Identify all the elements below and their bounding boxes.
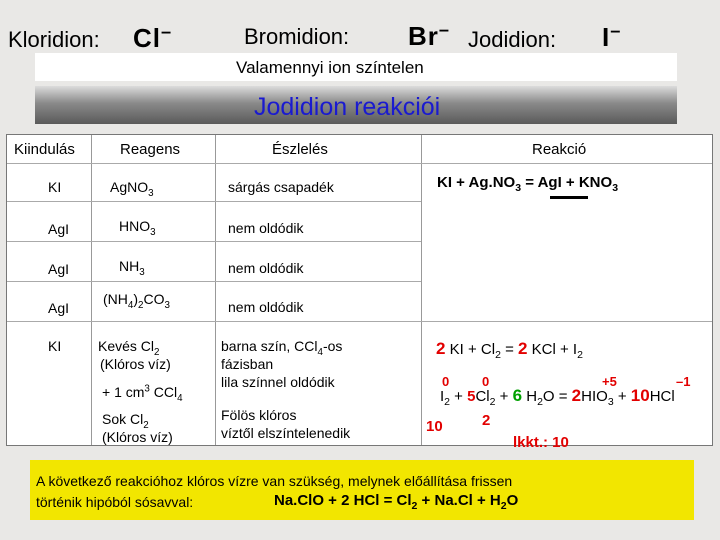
row5-start: KI xyxy=(48,338,62,354)
electron-count-2: 2 xyxy=(482,412,491,429)
row5-observation-purple: lila színnel oldódik xyxy=(221,374,335,390)
row-divider xyxy=(7,281,421,282)
column-divider xyxy=(91,135,92,445)
row1-observation: sárgás csapadék xyxy=(228,179,334,195)
row5-observation-brown: barna szín, CCl$_4$-os xyxy=(221,338,343,358)
footer-note xyxy=(30,460,694,520)
bromide-ion: Br– xyxy=(408,19,451,51)
footer-line1: A következő reakcióhoz klóros vízre van szükség, melynek előállítása frissen xyxy=(36,473,513,489)
row5-observation-decolor: víztől elszíntelenedik xyxy=(221,425,351,441)
chloride-label: Kloridion: xyxy=(8,27,100,52)
column-header-observation: Észlelés xyxy=(272,141,328,158)
row4-observation: nem oldódik xyxy=(228,299,304,315)
iodide-ion: I– xyxy=(602,20,622,52)
row5-reagent-chlorine-water-2: (Klóros víz) xyxy=(102,429,173,445)
row2-reagent: $HNO_3$ xyxy=(119,218,156,238)
row4-start: AgI xyxy=(48,300,70,316)
banner-text: Valamennyi ion színtelen xyxy=(236,58,424,77)
column-divider xyxy=(215,135,216,445)
row3-reagent: $NH_3$ xyxy=(119,258,145,278)
reaction-ki-agno3: KI + $Ag.NO_3$ = AgI + $KNO_3$ xyxy=(437,174,619,194)
row1-reagent: AgNO$_3$ xyxy=(110,179,154,199)
row5-reagent-ccl4: + 1 $cm^3$ CCl$_4$ xyxy=(102,383,183,404)
column-header-reagent: Reagens xyxy=(120,141,181,158)
row5-reagent-chlorine-water: (Klóros víz) xyxy=(100,356,171,372)
row5-reagent-chlorine-low: Kevés $Cl_2$ xyxy=(98,338,160,358)
row2-observation: nem oldódik xyxy=(228,220,304,236)
column-divider xyxy=(421,135,422,445)
row3-start: AgI xyxy=(48,261,70,277)
ox-number-cl: 0 xyxy=(482,374,490,389)
row3-observation: nem oldódik xyxy=(228,260,304,276)
row5-reagent-chlorine-high: Sok $Cl_2$ xyxy=(102,411,149,431)
iodide-label: Jodidion: xyxy=(468,27,557,52)
row4-reagent: $(NH_4)_2CO_3$ xyxy=(103,291,170,311)
row5-observation-excess: Fölös klóros xyxy=(221,407,297,423)
lcm-label: lkkt.: 10 xyxy=(513,434,569,451)
row-divider xyxy=(7,201,421,202)
reaction-ki-cl2: 2 KI + $Cl_2 = 2$ KCl + $I_2$ xyxy=(436,339,583,361)
bromide-label: Bromidion: xyxy=(244,24,350,49)
chloride-ion: Cl– xyxy=(133,21,173,53)
underline-mark xyxy=(550,196,588,199)
row-divider xyxy=(7,321,712,322)
ox-number-i: 0 xyxy=(442,374,450,389)
column-header-start: Kiindulás xyxy=(14,141,75,158)
electron-count-10: 10 xyxy=(426,418,443,435)
row2-start: AgI xyxy=(48,221,70,237)
ox-number-cl1: –1 xyxy=(676,374,691,389)
page-title: Jodidion reakciói xyxy=(254,93,441,121)
row1-start: KI xyxy=(48,179,62,195)
row5-observation-phase: fázisban xyxy=(221,356,274,372)
footer-line2: történik hipóból sósavval: xyxy=(36,494,194,510)
column-header-reaction: Reakció xyxy=(532,141,587,158)
footer-equation: Na.ClO + 2 HCl = $Cl_2 + Na.Cl + H_2O$ xyxy=(274,492,519,512)
row-divider xyxy=(7,241,421,242)
ox-number-i5: +5 xyxy=(602,374,617,389)
row-divider xyxy=(7,163,712,164)
reaction-i2-cl2: $I_2 + 5Cl_2 + 6$ $H_2O = 2HIO_3 + 10HCl$ xyxy=(440,386,675,408)
